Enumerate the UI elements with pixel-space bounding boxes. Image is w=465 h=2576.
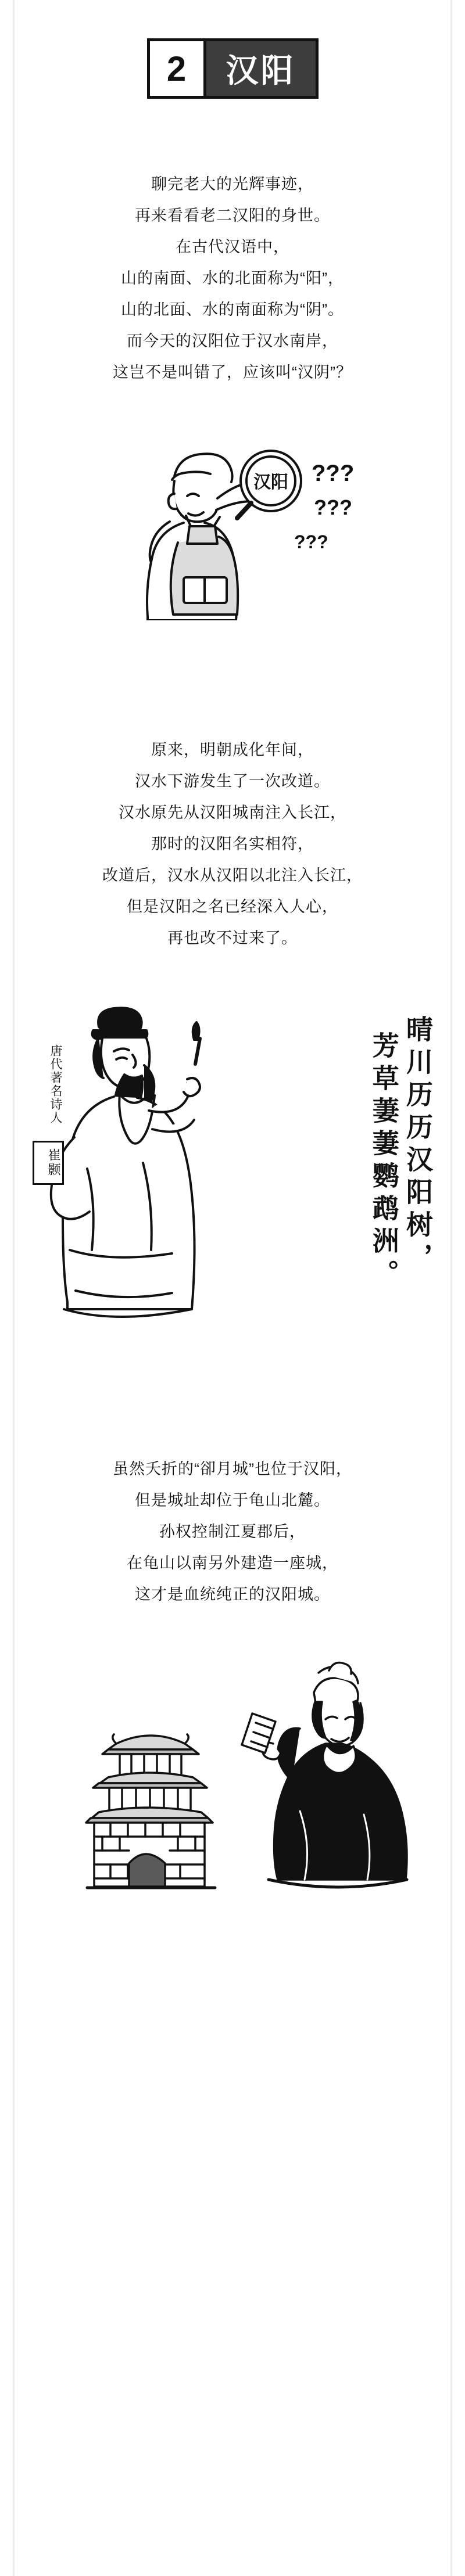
text-line: 那时的汉阳名实相符，: [151, 835, 314, 853]
text-line: 但是城址却位于龟山北麓。: [135, 1492, 330, 1509]
svg-text:???: ???: [294, 531, 328, 552]
text-line: 原来，明朝成化年间，: [151, 741, 314, 759]
section-header: [0, 0, 465, 99]
illustration-man-with-sign: [0, 411, 465, 620]
text-line: 再来看看老二汉阳的身世。: [135, 207, 330, 224]
illustration-poet: [0, 977, 465, 1349]
svg-text:???: ???: [312, 461, 355, 486]
text-line: 但是汉阳之名已经深入人心，: [127, 898, 338, 915]
paragraph-block-2: [23, 734, 442, 954]
poem-column-1: 晴川历历汉阳树，: [403, 1015, 432, 1276]
text-line: 改道后，汉水从汉阳以北注入长江，: [102, 867, 363, 884]
text-line: 孙权控制江夏郡后，: [159, 1523, 306, 1540]
poet-name-box: 崔颢: [33, 1141, 64, 1185]
text-line: 这才是血统纯正的汉阳城。: [135, 1586, 330, 1603]
illustration-gate-and-man: [0, 1637, 465, 1910]
text-line: 虽然夭折的“卻月城”也位于汉阳，: [113, 1460, 352, 1478]
poem-calligraphy: [369, 1012, 431, 1292]
chapter-badge: [147, 38, 319, 99]
text-line: 汉水原先从汉阳城南注入长江，: [119, 804, 346, 821]
chapter-number: 2: [150, 41, 203, 96]
text-line: 山的南面、水的北面称为“阳”，: [121, 270, 344, 287]
text-line: 再也改不过来了。: [167, 929, 298, 947]
text-line: 在龟山以南另外建造一座城，: [127, 1554, 338, 1572]
svg-text:汉阳: 汉阳: [253, 473, 288, 492]
poem-column-2: 芳草萋萋鹦鹉洲。: [369, 1032, 399, 1292]
text-line: 这岂不是叫错了，应该叫“汉阴”？: [113, 364, 352, 381]
poet-caption: 唐代著名诗人: [49, 1044, 62, 1124]
text-line: 汉水下游发生了一次改道。: [135, 773, 330, 790]
chapter-title: 汉阳: [206, 41, 316, 96]
text-line: 而今天的汉阳位于汉水南岸，: [127, 332, 338, 350]
text-line: 山的北面、水的南面称为“阴”。: [121, 301, 344, 318]
svg-text:???: ???: [314, 495, 352, 519]
paragraph-block-1: [23, 168, 442, 388]
text-line: 在古代汉语中，: [176, 238, 289, 256]
text-line: 聊完老大的光辉事迹，: [151, 175, 314, 193]
paragraph-block-3: [23, 1453, 442, 1610]
